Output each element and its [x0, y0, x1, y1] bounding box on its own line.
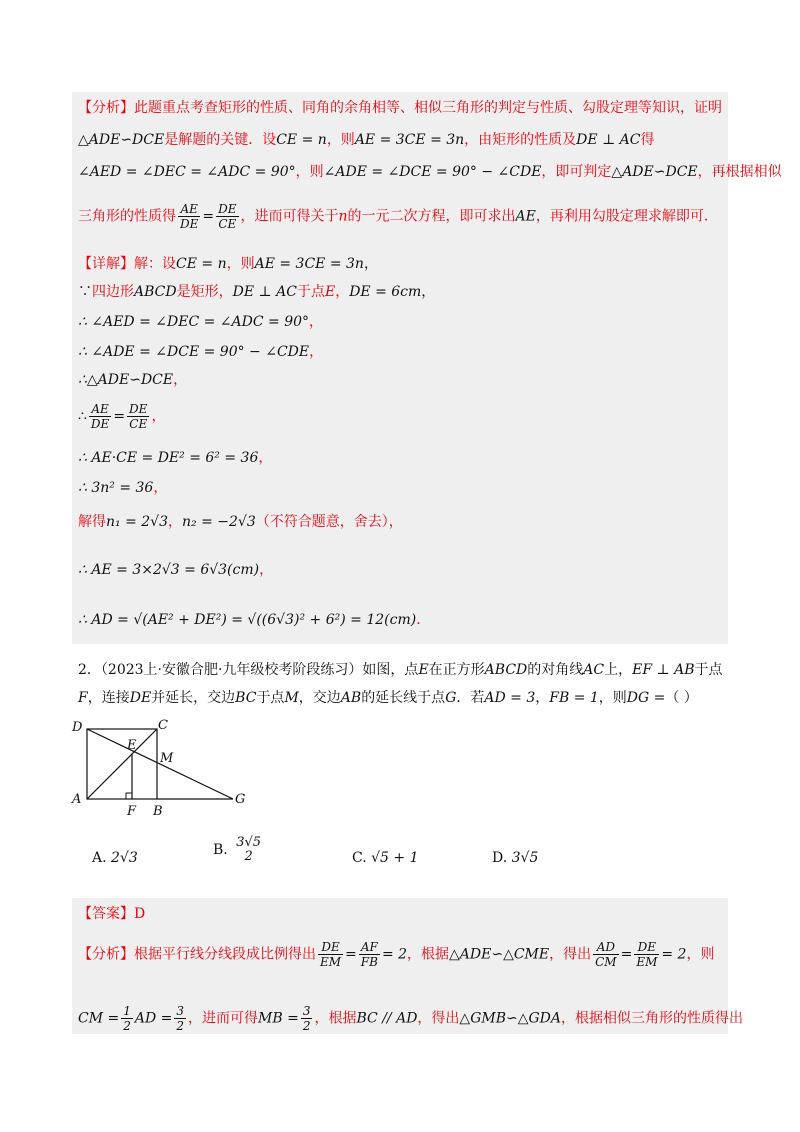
punct: ，	[421, 284, 436, 300]
detail-text: ，则	[226, 256, 255, 272]
question2-line-2	[78, 688, 698, 708]
question-text: ，则	[598, 690, 627, 706]
label-f: F	[127, 804, 137, 819]
label-c: C	[158, 718, 168, 733]
analysis-line-1	[78, 98, 722, 118]
label-m: M	[160, 751, 174, 766]
analysis-line-2	[78, 130, 655, 150]
math-expr: ABCD	[484, 662, 528, 678]
math-var: G	[445, 690, 457, 706]
math-var: M	[284, 690, 299, 706]
math-expr: DE	[129, 690, 152, 706]
label-e: E	[127, 738, 137, 753]
detail-text: 解得	[78, 514, 106, 530]
question2-line-1	[78, 660, 723, 680]
math-expr: n₂ = −2√3	[182, 514, 256, 530]
detail-text: 【详解】解：设	[78, 256, 176, 272]
math-expr: △ADE∽DCE	[78, 132, 165, 148]
analysis-text: ，则	[686, 946, 715, 963]
analysis-text: ，由矩形的性质及	[464, 132, 577, 148]
option-value-fraction: 3√5 2	[236, 835, 262, 864]
analysis-text: ，得出	[549, 946, 592, 963]
option-d[interactable]	[492, 850, 538, 866]
math-expr: DE = 6cm	[349, 284, 422, 300]
option-a[interactable]	[92, 850, 138, 866]
label-a: A	[72, 792, 82, 807]
math-expr: ∴ 3n² = 36	[78, 480, 154, 496]
question-text: 并延长，交边	[151, 690, 236, 706]
diagonal-ac	[87, 729, 157, 799]
punct: ，	[258, 450, 273, 466]
math-expr: BC	[235, 690, 257, 706]
math-expr: ∴ AE = 3×2√3 = 6√3(cm)	[78, 562, 260, 578]
math-var: n	[338, 208, 348, 225]
math-expr: ∴ ∠ADE = ∠DCE = 90° − ∠CDE	[78, 344, 310, 360]
math-expr: DE ⊥ AC	[232, 284, 297, 300]
detail-line-6: ∴ $\frac{AE}{DE}$ = $\frac{DE}{CE}$ ，	[78, 402, 166, 431]
option-letter: B.	[213, 842, 228, 858]
option-c[interactable]	[352, 850, 419, 866]
analysis-text: ，再利用勾股定理求解即可.	[535, 208, 709, 225]
analysis-text: ，得出	[417, 1010, 460, 1027]
fraction-de-ce: $\frac{DE}{CE}$	[129, 402, 148, 431]
math-expr: ∴△ADE∽DCE	[78, 372, 174, 388]
punct: ，	[259, 562, 274, 578]
analysis-text: ，根据	[314, 1010, 357, 1027]
math-expr: CM =	[78, 1010, 120, 1027]
fraction-de-em-2: $\frac{DE}{EM}$	[636, 940, 658, 969]
analysis-text: ，即可判定	[541, 164, 612, 180]
right-angle-mark	[126, 793, 132, 799]
analysis-text: ，进而可得	[188, 1010, 259, 1027]
math-expr: EF ⊥ AB	[632, 662, 695, 678]
math-var: E	[324, 284, 336, 300]
option-value: 2√3	[111, 850, 138, 866]
detail-text: 是矩形，	[176, 284, 233, 300]
detail-line-4	[78, 342, 323, 362]
analysis-text: 【分析】此题重点考查矩形的性质、同角的余角相等、相似三角形的判定与性质、勾股定理等知识，证明	[78, 100, 722, 116]
detail-text: 于点	[296, 284, 325, 300]
detail-line-2	[78, 282, 435, 302]
detail-line-7	[78, 448, 272, 468]
because-symbol: ∵	[78, 284, 92, 300]
punct: ，	[309, 344, 324, 360]
analysis-line-4: 三角形的性质得 $\frac{AE}{DE}$ = $\frac{DE}{CE}$ ，进而可得关于n的一元二次方程，即可求出AE，再利用勾股定理求解即可.	[78, 202, 709, 231]
math-expr: DE ⊥ AC	[576, 132, 641, 148]
math-expr: ABCD	[134, 284, 177, 300]
detail-line-11	[78, 610, 421, 630]
fraction-ad-cm: $\frac{AD}{CM}$	[595, 940, 617, 969]
question-text: 的对角线	[527, 662, 584, 678]
question-text: 于点	[694, 662, 723, 678]
math-expr: AD = 3	[484, 690, 536, 706]
punct: ，	[535, 690, 550, 706]
question-text: 上，	[604, 662, 633, 678]
math-expr: CE = n	[276, 132, 327, 148]
option-letter: C.	[352, 850, 367, 866]
option-b[interactable]	[213, 836, 265, 864]
math-expr: CE = n	[176, 256, 227, 272]
label-g: G	[235, 792, 246, 807]
math-expr: ∴ AD = √(AE² + DE²) = √((6√3)² + 6²) = 12(cm)	[78, 612, 417, 628]
math-expr: ∠ADE = ∠DCE = 90° − ∠CDE	[323, 164, 542, 180]
analysis-text: 【分析】根据平行线分线段成比例得出	[78, 946, 316, 963]
math-expr: AD =	[134, 1010, 173, 1027]
math-expr: AE = 3CE = 3n	[254, 256, 364, 272]
math-expr: ∴ AE·CE = DE² = 6² = 36	[78, 450, 259, 466]
geometry-figure	[70, 715, 270, 835]
math-expr: MB =	[258, 1010, 299, 1027]
detail-text: ，	[335, 284, 350, 300]
detail-line-5	[78, 370, 187, 390]
math-expr: = 2	[381, 946, 408, 963]
analysis-text: 是解题的关键．设	[164, 132, 277, 148]
question-text: 2．（2023上·安徽合肥·九年级校考阶段练习）如图，点	[78, 662, 419, 678]
fraction-af-fb: $\frac{AF}{FB}$	[360, 940, 378, 969]
detail-line-9	[78, 512, 403, 532]
math-var: E	[418, 662, 429, 678]
analysis-text: ，则	[295, 164, 324, 180]
math-expr: = 2	[661, 946, 687, 963]
punct: ，	[153, 480, 168, 496]
question-text: 在正方形	[428, 662, 485, 678]
answer-analysis-line-2	[78, 1004, 743, 1033]
punct: ，	[168, 514, 182, 530]
fraction-ae-de: $\frac{AE}{DE}$	[90, 402, 110, 431]
therefore-symbol: ∴	[78, 408, 87, 425]
answer-blank: （ ）	[665, 690, 698, 706]
option-value: √5 + 1	[371, 850, 419, 866]
math-expr: ∠AED = ∠DEC = ∠ADC = 90°	[78, 164, 296, 180]
analysis-text: ，再根据相似	[697, 164, 782, 180]
analysis-text: ，则	[326, 132, 355, 148]
math-expr: n₁ = 2√3	[106, 514, 168, 530]
math-expr: AC	[583, 662, 605, 678]
analysis-text: 三角形的性质得	[78, 208, 176, 225]
question-text: ，连接	[87, 690, 130, 706]
analysis-line-3	[78, 162, 782, 182]
math-expr: DG =	[626, 690, 666, 706]
math-expr: AE = 3CE = 3n	[354, 132, 465, 148]
detail-line-8	[78, 478, 167, 498]
math-expr: ∴ ∠AED = ∠DEC = ∠ADC = 90°	[78, 314, 310, 330]
math-expr: △GMB∽△GDA	[459, 1010, 562, 1027]
punct: ，	[151, 408, 166, 425]
fraction-three-halves: $\frac{3}{2}$	[176, 1004, 185, 1033]
detail-line-3	[78, 312, 323, 332]
detail-line-10	[78, 560, 273, 580]
fraction-de-ce: $\frac{DE}{CE}$	[218, 202, 237, 231]
math-expr: △ADE∽△CME	[449, 946, 550, 963]
option-value: 3√5	[511, 850, 539, 866]
math-expr: AE	[515, 208, 536, 225]
question-text: ，交边	[298, 690, 341, 706]
fraction-half: $\frac{1}{2}$	[123, 1004, 131, 1033]
fraction-de-em: $\frac{DE}{EM}$	[320, 940, 342, 969]
detail-line-1	[78, 254, 378, 274]
punct: .	[416, 612, 421, 628]
punct: ，	[173, 372, 188, 388]
analysis-text: 得	[640, 132, 655, 148]
label-b: B	[153, 804, 163, 819]
answer-line	[78, 904, 145, 924]
analysis-text: ，根据相似三角形的性质得出	[561, 1010, 744, 1027]
math-expr: BC // AD	[356, 1010, 418, 1027]
fraction-three-halves-b: $\frac{3}{2}$	[302, 1004, 311, 1033]
question-text: ．若	[456, 690, 485, 706]
detail-text: （不符合题意，舍去），	[255, 514, 403, 530]
option-letter: D.	[492, 850, 508, 866]
option-letter: A.	[92, 850, 107, 866]
analysis-text: ，进而可得关于	[240, 208, 339, 225]
math-expr: AB	[340, 690, 362, 706]
question-text: 的延长线于点	[361, 690, 446, 706]
answer-text: 【答案】D	[78, 906, 146, 922]
punct: ，	[309, 314, 324, 330]
math-var: F	[78, 690, 88, 706]
question-text: 于点	[256, 690, 285, 706]
analysis-text: ，根据	[407, 946, 450, 963]
math-expr: FB = 1	[549, 690, 599, 706]
analysis-text: 的一元二次方程，即可求出	[347, 208, 516, 225]
answer-analysis-line-1: 【分析】根据平行线分线段成比例得出 $\frac{DE}{EM}$ = $\frac{AF}{FB}$ = 2，根据△ADE∽△CME，得出 $\frac{AD}{CM}$ = $\frac{DE}{EM}$ = 2，则	[78, 940, 715, 969]
detail-text: 四边形	[92, 284, 134, 300]
label-d: D	[72, 720, 83, 735]
punct: ，	[363, 256, 378, 272]
math-expr: △ADE∽DCE	[611, 164, 698, 180]
fraction-ae-de: $\frac{AE}{DE}$	[180, 202, 199, 231]
